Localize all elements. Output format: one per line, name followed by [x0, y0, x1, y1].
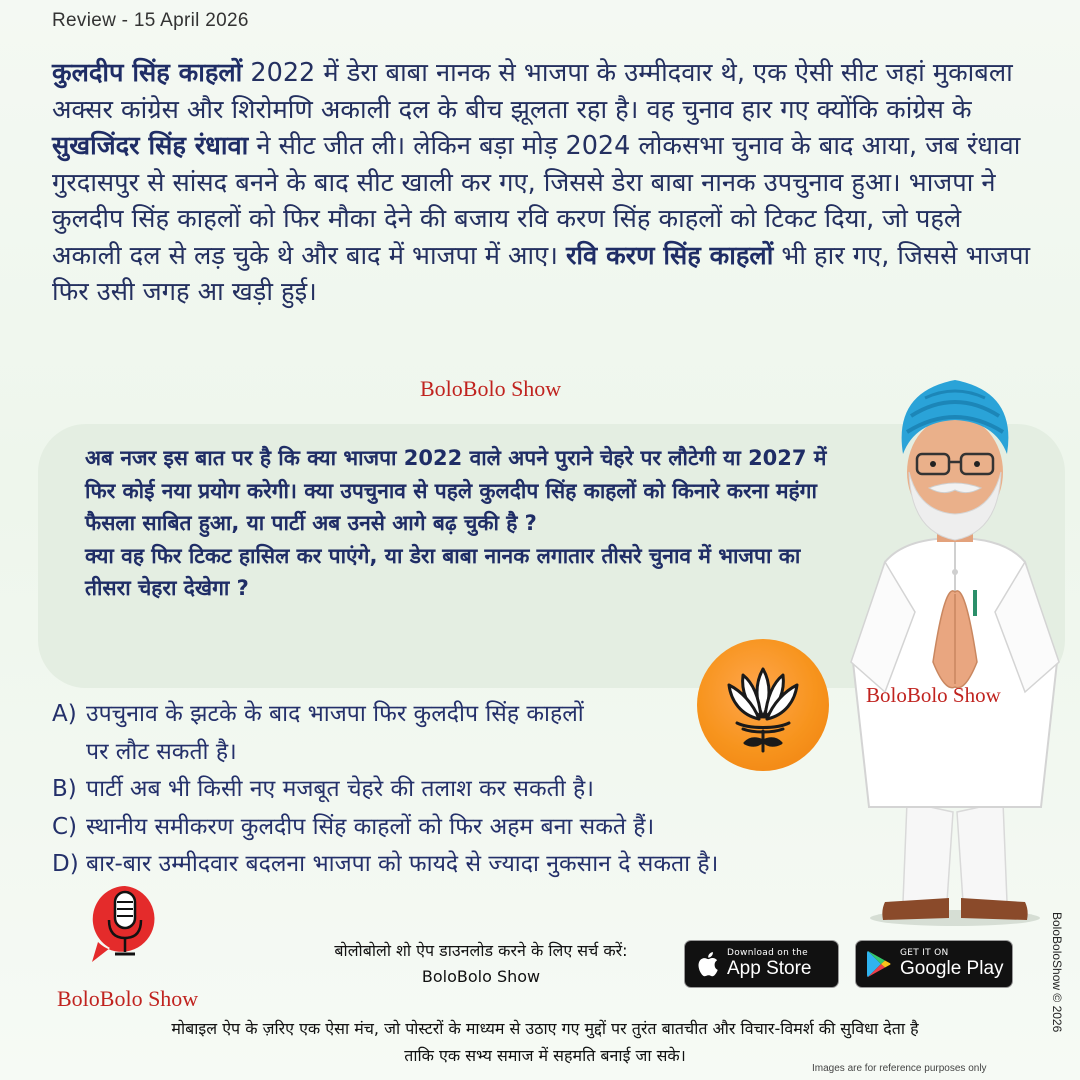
disclaimer-text: Images are for reference purposes only [812, 1063, 987, 1074]
option-key: A) [52, 701, 77, 727]
intro-paragraph [52, 55, 1032, 311]
option-text: पार्टी अब भी किसी नए मजबूत चेहरे की तलाश कर सकती है। [86, 776, 594, 802]
option-b [52, 771, 852, 809]
google-play-button[interactable] [855, 940, 1013, 988]
option-d [52, 846, 852, 884]
option-key: B) [52, 776, 77, 802]
option-text: बार-बार उम्मीदवार बदलना भाजपा को फायदे से ज्यादा नुकसान दे सकता है। [86, 851, 719, 877]
microphone-icon [88, 882, 162, 978]
name-kuldeep: कुलदीप सिंह काहलों [52, 58, 243, 88]
leader-illustration [845, 362, 1065, 927]
apple-icon [695, 950, 719, 978]
copyright-vertical [1050, 912, 1066, 1062]
intro-text-2: ने सीट जीत ली। लेकिन बड़ा मोड़ 2024 लोकसभा चुनाव के बाद आया, जब रंधावा गुरदासपुर से सांसद बनने के बाद सीट खाली कर गए, जिससे डेरा बाबा नानक उपचुनाव हुआ। भाजपा ने कुलदीप सिंह काहलों को फिर मौका देने की बजाय रवि करण सिंह काहलों को टिकट दिया, जो पहले अकाली दल से लड़ चुके थे और बाद में भाजपा में आए। [52, 131, 1021, 271]
google-play-label: Google Play [900, 958, 1004, 979]
bjp-lotus-icon [697, 639, 829, 771]
footer-line-2: ताकि एक सभ्य समाज में सहमति बनाई जा सके। [404, 1046, 686, 1065]
google-play-small-label: GET IT ON [900, 948, 949, 958]
app-store-button[interactable] [684, 940, 839, 988]
brand-watermark-mid: BoloBolo Show [420, 376, 562, 401]
option-key: C) [52, 813, 78, 840]
brand-watermark-right: BoloBolo Show [866, 683, 1001, 707]
footer-description [40, 1015, 1050, 1069]
download-app-name: BoloBolo Show [421, 967, 541, 986]
name-ravi-karan: रवि करण सिंह काहलों [566, 240, 774, 271]
intro-text-1: 2022 में डेरा बाबा नानक से भाजपा के उम्मीदवार थे, एक ऐसी सीट जहां मुकाबला अक्सर कांग्रेस और शिरोमणि अकाली दल के बीच झूलता रहा है। वह चुनाव हार गए क्योंकि कांग्रेस के [52, 58, 1013, 125]
callout-paragraph-2: क्या वह फिर टिकट हासिल कर पाएंगे, या डेरा बाबा नानक लगातार तीसरे चुनाव में भाजपा का तीसरा चेहरा देखेगा ? [85, 543, 801, 600]
brand-logo-text: BoloBolo Show [57, 986, 199, 1011]
review-date: Review - 15 April 2026 [52, 10, 249, 31]
question-callout-text [85, 442, 845, 605]
app-store-small-label: Download on the [727, 948, 808, 958]
name-randhawa: सुखजिंदर सिंह रंधावा [52, 131, 249, 161]
option-text: स्थानीय समीकरण कुलदीप सिंह काहलों को फिर अहम बना सकते हैं। [86, 813, 655, 840]
app-store-label: App Store [727, 958, 812, 979]
intro-text-3: भी हार गए, जिससे भाजपा फिर उसी जगह आ खड़ी हुई। [52, 240, 1031, 307]
option-c [52, 809, 852, 847]
option-text: उपचुनाव के झटके के बाद भाजपा फिर कुलदीप सिंह काहलों पर लौट सकती है। [86, 701, 584, 765]
footer-line-1: मोबाइल ऐप के ज़रिए एक ऐसा मंच, जो पोस्टरों के माध्यम से उठाए गए मुद्दों पर तुरंत बातचीत और विचार-विमर्श की सुविधा देता है [171, 1019, 919, 1038]
download-instruction [296, 938, 666, 990]
callout-paragraph-1: अब नजर इस बात पर है कि क्या भाजपा 2022 वाले अपने पुराने चेहरे पर लौटेगी या 2027 में फिर कोई नया प्रयोग करेगी। क्या उपचुनाव से पहले कुलदीप सिंह काहलों को किनारे करना महंगा फैसला साबित हुआ, या पार्टी अब उनसे आगे बढ़ चुकी है ? [85, 446, 827, 535]
option-key: D) [52, 851, 79, 877]
copyright-text: BoloBoloShow © 2026 [1050, 912, 1064, 1033]
google-play-icon [866, 950, 892, 978]
download-instruction-text: बोलोबोलो शो ऐप डाउनलोड करने के लिए सर्च करें: [334, 941, 628, 960]
